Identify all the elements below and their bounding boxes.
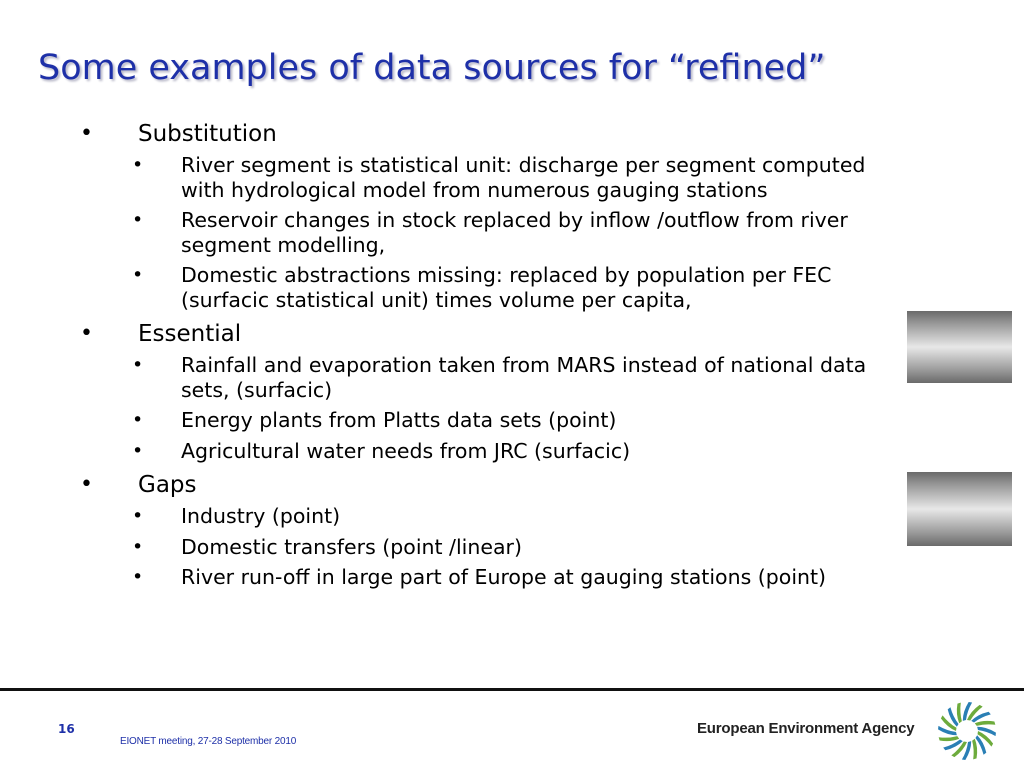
section-heading: Essential [138, 321, 242, 347]
list-item [132, 353, 910, 402]
decorative-gradient-block [907, 472, 1012, 546]
logo-ray [975, 721, 996, 726]
list-item-text: Domestic abstractions missing: replaced by population per FEC (surfacic statistical unit) times volume per capita, [181, 263, 832, 312]
list-item-text: Reservoir changes in stock replaced by inflow /outflow from river segment modelling, [181, 208, 848, 257]
bullet: • [132, 439, 144, 462]
bullet: • [132, 505, 144, 527]
list-item-text: Domestic transfers (point /linear) [181, 534, 522, 559]
list-item-text: River run-off in large part of Europe at gauging stations (point) [181, 565, 827, 589]
bullet: • [80, 472, 93, 497]
list-item [132, 438, 910, 464]
bullet: • [80, 321, 93, 346]
bullet: • [132, 209, 144, 231]
list-item [132, 565, 910, 590]
bullet: • [132, 264, 144, 286]
list-item-text: Agricultural water needs from JRC (surfacic) [181, 438, 631, 463]
section-gaps [0, 469, 910, 590]
list-item [132, 504, 910, 529]
meeting-info: EIONET meeting, 27-28 September 2010 [120, 736, 297, 747]
slide-body [0, 118, 910, 596]
bullet: • [132, 535, 144, 558]
logo-ray [972, 739, 977, 760]
footer-divider [0, 688, 1024, 691]
section-heading: Substitution [138, 121, 277, 147]
list-item-text: Rainfall and evaporation taken from MARS instead of national data sets, (surfacic) [181, 353, 867, 402]
section-substitution [0, 118, 910, 312]
list-item [132, 208, 910, 257]
logo-center [958, 722, 976, 740]
decorative-gradient-block [907, 311, 1012, 383]
list-item-text: River segment is statistical unit: discharge per segment computed with hydrological model from numerous gauging stations [181, 153, 866, 202]
section-essential [0, 318, 910, 463]
bullet: • [80, 121, 93, 146]
list-item-text: Energy plants from Platts data sets (point) [181, 408, 617, 432]
list-item [132, 153, 910, 202]
bullet: • [132, 154, 144, 176]
list-item [132, 263, 910, 312]
eea-logo-icon [936, 700, 998, 762]
logo-ray [957, 703, 962, 724]
bullet: • [132, 409, 144, 431]
logo-ray [939, 736, 960, 741]
slide-title: Some examples of data sources for “refined” [38, 48, 826, 88]
section-heading: Gaps [138, 472, 197, 498]
page-number: 16 [58, 722, 75, 736]
bullet: • [132, 566, 144, 588]
agency-name: European Environment Agency [697, 720, 915, 737]
bullet: • [132, 354, 144, 376]
list-item [132, 408, 910, 433]
list-item [132, 534, 910, 560]
list-item-text: Industry (point) [181, 504, 341, 528]
